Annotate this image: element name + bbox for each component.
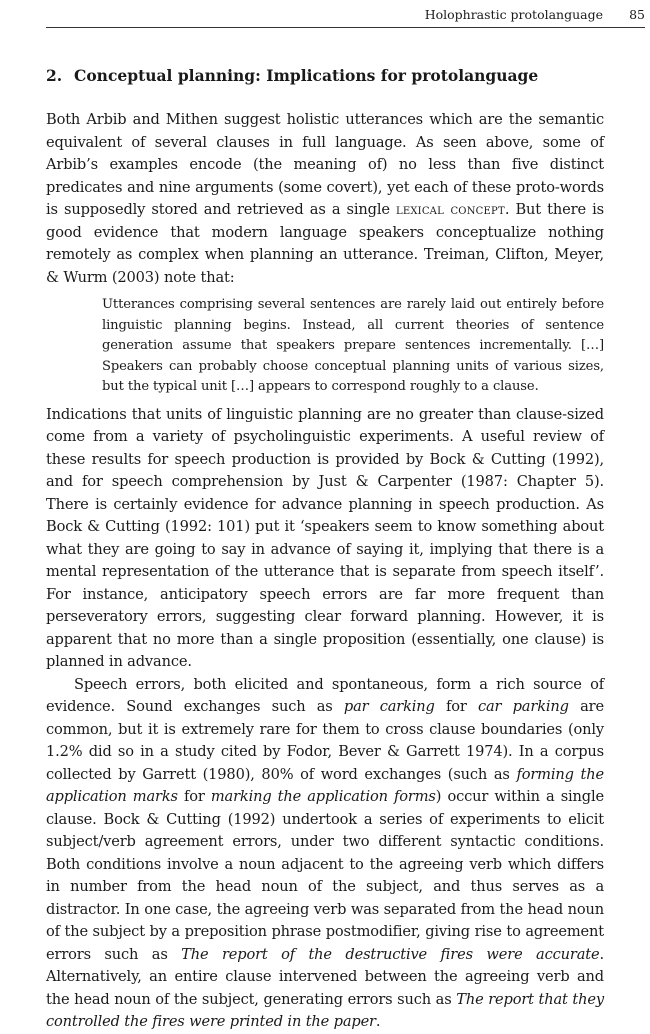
p3-example: marking the application forms <box>210 788 436 806</box>
p1-text-a: Both Arbib and Mithen suggest holistic utterances which are the semantic equivalent of several clauses in full language. As seen above, some of Arbib’s examples encode (the meaning of) no less than five distinct predicates and nine arguments (some covert), yet each of these proto-words is supposedly stored and retrieved as a single <box>46 111 604 218</box>
p3-example: forming the application marks <box>46 765 604 806</box>
p3-example: par carking <box>343 698 435 716</box>
section-number: 2. <box>46 66 63 85</box>
lexical-concept-term: lexical concept <box>396 201 505 218</box>
page-number: 85 <box>629 7 645 22</box>
running-title: Holophrastic protolanguage <box>424 7 603 22</box>
p3-text: ) occur within a single clause. Bock & Cutting (1992) undertook a series of experiments to elicit subject/verb agreement errors, under two different syntactic conditions. Both conditions involve a noun adjacent to the agreeing verb which differs in number from the head noun of the subject, and thus serves as a distractor. In one case, the agreeing verb was separated from the head noun of the subject by a preposition phrase postmodifier, giving rise to agreement errors such as <box>46 788 604 963</box>
section-heading <box>46 66 606 85</box>
paragraph-1 <box>46 109 604 289</box>
p3-example: The report that they controlled the fires were printed in the paper <box>46 990 604 1031</box>
p3-example: The report of the destructive fires were accurate <box>181 945 600 963</box>
p3-text: . <box>375 1013 381 1031</box>
paragraph-3 <box>46 674 604 1034</box>
p3-example: car parking <box>477 698 569 716</box>
paragraph-2: Indications that units of linguistic planning are no greater than clause-sized come from a variety of psycholinguistic experiments. A useful review of these results for speech production is provided by Bock & Cutting (1992), and for speech comprehension by Just & Carpenter (1987: Chapter 5). There is certainly evidence for advance planning in speech production. As Bock & Cutting (1992: 101) put it ‘speakers seem to know something about what they are going to say in advance of saying it, implying that there is a mental representation of the utterance that is separate from speech itself’. For instance, anticipatory speech errors are far more frequent than perseveratory errors, suggesting clear forward planning. However, it is apparent that no more than a single proposition (essentially, one clause) is planned in advance. <box>46 405 604 671</box>
p3-text: for <box>177 788 211 806</box>
running-header <box>46 6 645 28</box>
section-title: Conceptual planning: Implications for protolanguage <box>74 66 539 85</box>
p3-text: are common, but it is extremely rare for them to cross clause boundaries (only 1.2% did so in a study cited by Fodor, Bever & Garrett 1974). In a corpus collected by Garrett (1980), 80% of word exchanges (such as <box>46 698 604 783</box>
p3-text: . Alternatively, an entire clause intervened between the agreeing verb and the head noun of the subject, generating errors such as <box>46 945 604 1008</box>
p1-text-b: . But there is good evidence that modern language speakers conceptualize nothing remotely as complex when planning an utterance. Treiman, Clifton, Meyer, & Wurm (2003) note that: <box>46 201 604 286</box>
block-quote: Utterances comprising several sentences are rarely laid out entirely before linguistic planning begins. Instead, all current theories of sentence generation assume that speakers prepare sentences incrementally. […] Speakers can probably choose conceptual planning units of various sizes, but the typical unit […] appears to correspond roughly to a clause. <box>102 297 604 395</box>
p3-text: for <box>434 698 478 716</box>
body-text <box>46 109 604 1034</box>
p3-text: Speech errors, both elicited and spontaneous, form a rich source of evidence. Sound exchanges such as <box>46 675 604 716</box>
